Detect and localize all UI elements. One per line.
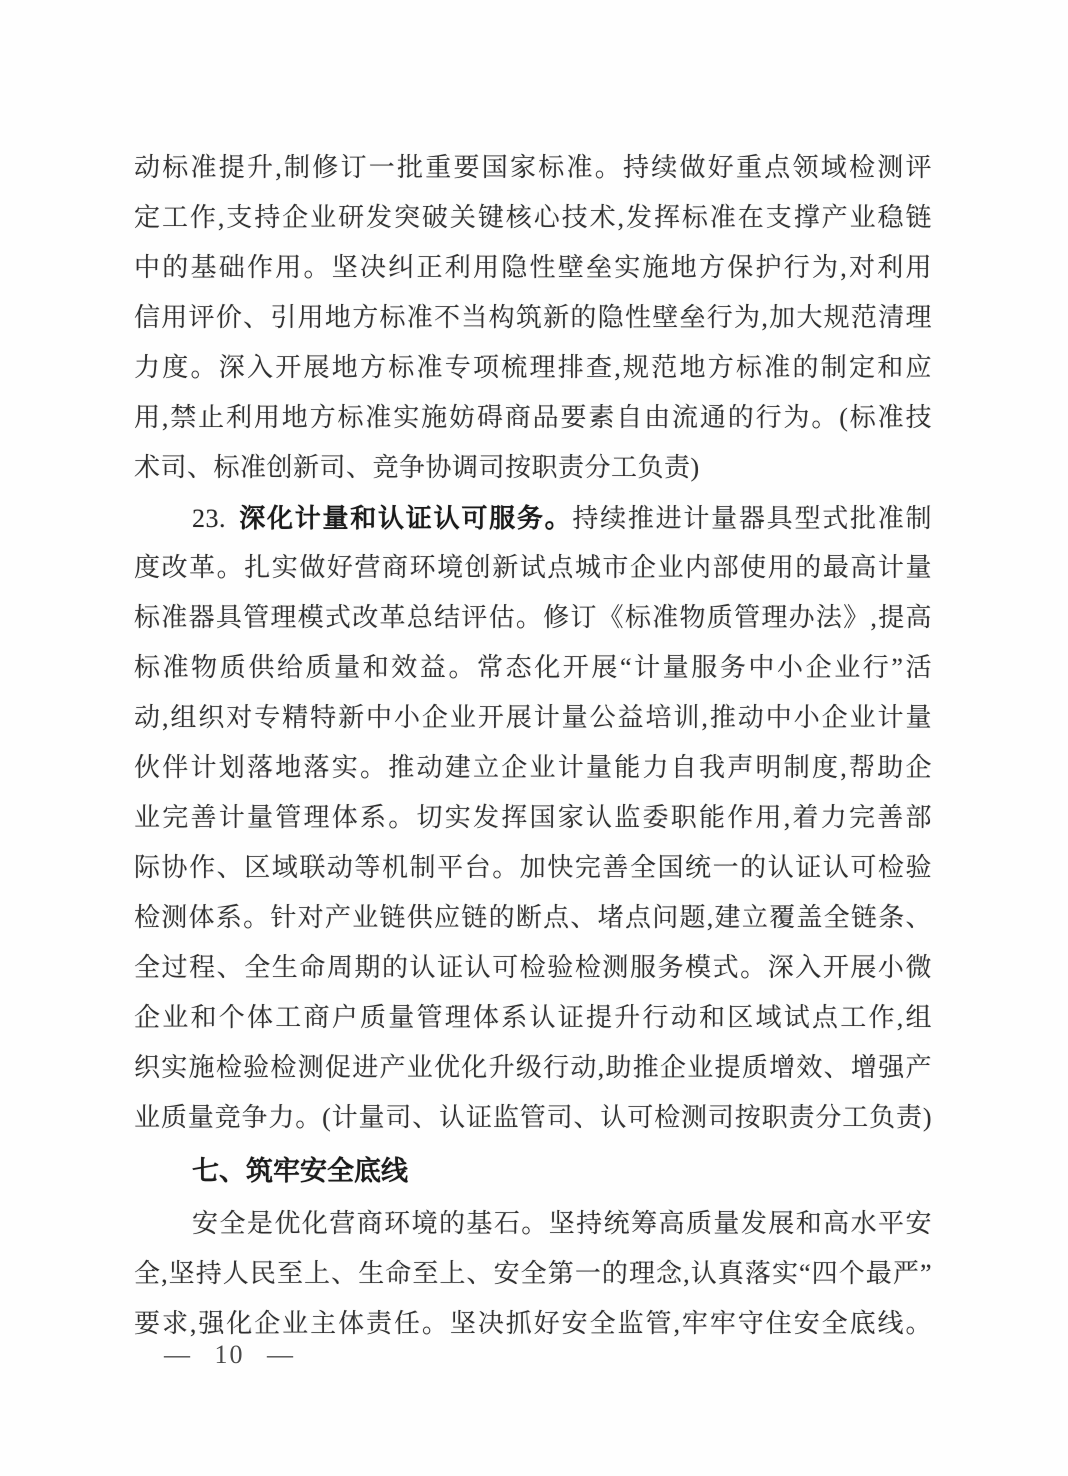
text-line: 动标准提升,制修订一批重要国家标准。持续做好重点领域检测评 — [134, 153, 932, 182]
item-title: 深化计量和认证认可服务。 — [238, 503, 573, 533]
text-line: 织实施检验检测促进产业优化升级行动,助推企业提质增效、增强产 — [134, 1053, 932, 1082]
page-number: — 10 — — [164, 1340, 295, 1369]
text-line: 安全是优化营商环境的基石。坚持统筹高质量发展和高水平安 — [192, 1209, 932, 1238]
text-line: 企业和个体工商户质量管理体系认证提升行动和区域试点工作,组 — [134, 1003, 932, 1032]
text-line: 度改革。扎实做好营商环境创新试点城市企业内部使用的最高计量 — [134, 553, 932, 582]
text-line: 定工作,支持企业研发突破关键核心技术,发挥标准在支撑产业稳链 — [134, 203, 932, 232]
text-line: 全过程、全生命周期的认证认可检验检测服务模式。深入开展小微 — [134, 953, 932, 982]
text-line: 要求,强化企业主体责任。坚决抓好安全监管,牢牢守住安全底线。 — [134, 1309, 932, 1338]
text-line: 伙伴计划落地落实。推动建立企业计量能力自我声明制度,帮助企 — [134, 753, 932, 782]
text-line: 业完善计量管理体系。切实发挥国家认监委职能作用,着力完善部 — [134, 803, 932, 832]
text-line: 标准器具管理模式改革总结评估。修订《标准物质管理办法》,提高 — [134, 603, 932, 632]
section-heading: 七、筑牢安全底线 — [192, 1156, 408, 1186]
text-line: 业质量竞争力。(计量司、认证监管司、认可检测司按职责分工负责) — [134, 1103, 932, 1132]
item-text: 持续推进计量器具型式批准制 — [572, 504, 932, 533]
text-line: 检测体系。针对产业链供应链的断点、堵点问题,建立覆盖全链条、 — [134, 903, 932, 932]
text-line: 术司、标准创新司、竞争协调司按职责分工负责) — [134, 453, 700, 482]
text-line: 际协作、区域联动等机制平台。加快完善全国统一的认证认可检验 — [134, 853, 932, 882]
text-line: 动,组织对专精特新中小企业开展计量公益培训,推动中小企业计量 — [134, 703, 932, 732]
text-line: 中的基础作用。坚决纠正利用隐性壁垒实施地方保护行为,对利用 — [134, 253, 932, 282]
item-number: 23. — [192, 504, 226, 533]
text-line: 标准物质供给质量和效益。常态化开展“计量服务中小企业行”活 — [134, 653, 932, 682]
text-line: 用,禁止利用地方标准实施妨碍商品要素自由流通的行为。(标准技 — [134, 403, 932, 432]
text-line: 力度。深入开展地方标准专项梳理排查,规范地方标准的制定和应 — [134, 353, 932, 382]
text-line: 全,坚持人民至上、生命至上、安全第一的理念,认真落实“四个最严” — [134, 1259, 932, 1288]
text-line — [134, 493, 932, 543]
document-text — [134, 143, 932, 1349]
text-line: 信用评价、引用地方标准不当构筑新的隐性壁垒行为,加大规范清理 — [134, 303, 932, 332]
